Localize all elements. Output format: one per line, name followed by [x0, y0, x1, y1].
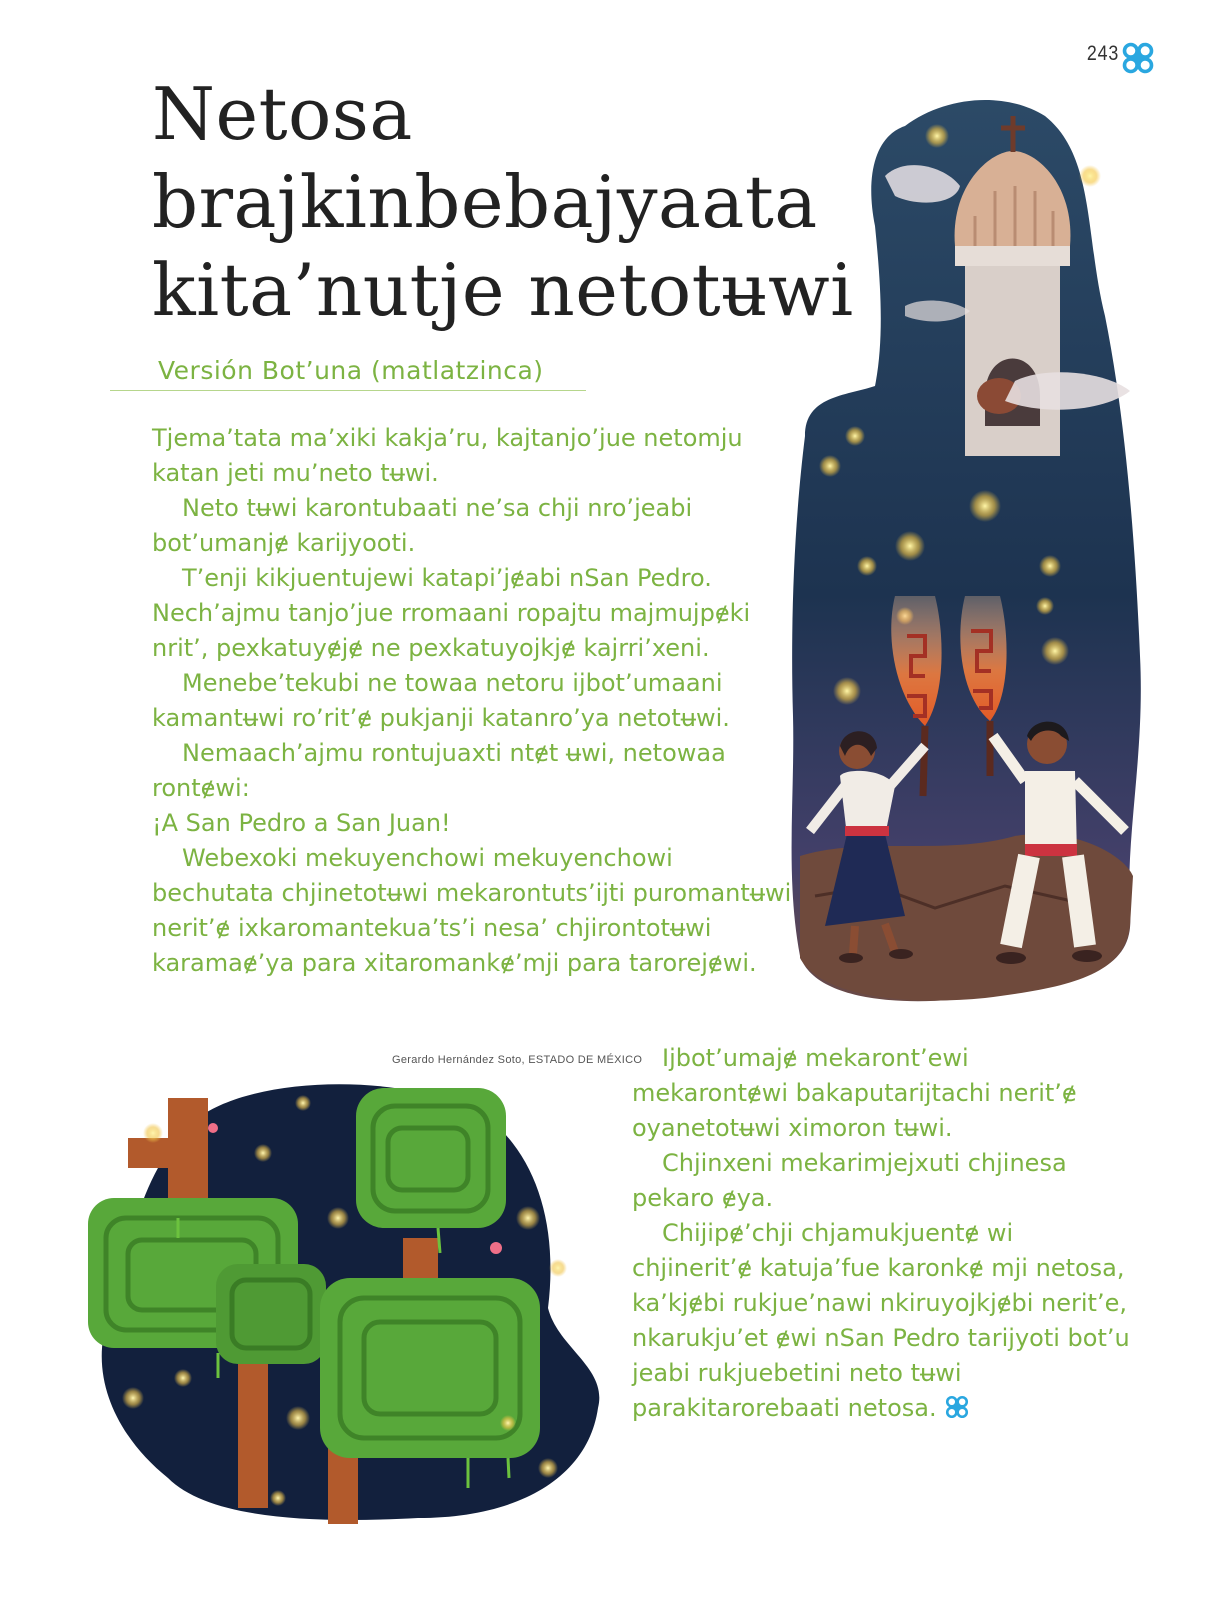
title-line: kita’nutje netotʉwi: [152, 248, 854, 332]
story-paragraph: ¡A San Pedro a San Juan!: [152, 809, 451, 837]
story-paragraph: [632, 1216, 1132, 1426]
title-line: Netosa: [152, 72, 413, 156]
story-paragraph: Chjinxeni mekarimjejxuti chjinesa pekaro ɇya.: [632, 1149, 1067, 1212]
story-paragraph: Webexoki mekuyenchowi mekuyenchowi bechutata chjinetotʉwi mekarontuts’ijti puromantʉwi nerit’ɇ ixkaromantekua’ts’i nesa’ chjirontotʉwi karamaɇ’ya para xitaromankɇ’mji para tarorejɇwi.: [152, 844, 792, 977]
flower-ornament-icon: [1120, 40, 1156, 76]
forest-night-illustration: [88, 1078, 608, 1524]
illustration-credit: Gerardo Hernández Soto, ESTADO DE MÉXICO: [392, 1054, 643, 1066]
page-number: 243: [1086, 42, 1120, 65]
story-paragraph: T’enji kikjuentujewi katapi’jɇabi nSan Pedro. Nech’ajmu tanjo’jue rromaani ropajtu majmujpɇki nrit’, pexkatuyɇjɇ ne pexkatuyojkjɇ kajrri’xeni.: [152, 564, 751, 662]
story-column-2: [632, 1041, 1132, 1426]
end-ornament-icon: [944, 1394, 970, 1420]
story-paragraph: Nemaach’ajmu rontujuaxti ntɇt ʉwi, netowaa rontɇwi:: [152, 739, 726, 802]
title-line: brajkinbebajyaata: [152, 160, 818, 244]
story-final-text: Chijipɇ’chji chjamukjuentɇ wi chjinerit’ɇ katuja’fue karonkɇ mji netosa, ka’kjɇbi rukjue’nawi nkiruyojkjɇbi nerit’e, nkarukju’et ɇwi nSan Pedro tarijyoti bot’u jeabi rukjuebetini neto tʉwi parakitarorebaati netosa.: [632, 1219, 1130, 1422]
story-column-1: [152, 421, 792, 981]
story-paragraph: Tjema’tata ma’xiki kakja’ru, kajtanjo’jue netomju katan jeti mu’neto tʉwi.: [152, 424, 743, 487]
subtitle-divider: [110, 390, 586, 391]
church-night-illustration: [785, 96, 1155, 1008]
version-subtitle: Versión Bot’una (matlatzinca): [158, 356, 544, 385]
story-paragraph: Ijbot’umajɇ mekaront’ewi mekarontɇwi bakaputarijtachi nerit’ɇ oyanetotʉwi ximoron tʉwi.: [632, 1044, 1077, 1142]
story-paragraph: Menebe’tekubi ne towaa netoru ijbot’umaani kamantʉwi ro’rit’ɇ pukjanji katanro’ya netotʉwi.: [152, 669, 730, 732]
story-paragraph: Neto tʉwi karontubaati ne’sa chji nro’jeabi bot’umanjɇ karijyooti.: [152, 494, 693, 557]
